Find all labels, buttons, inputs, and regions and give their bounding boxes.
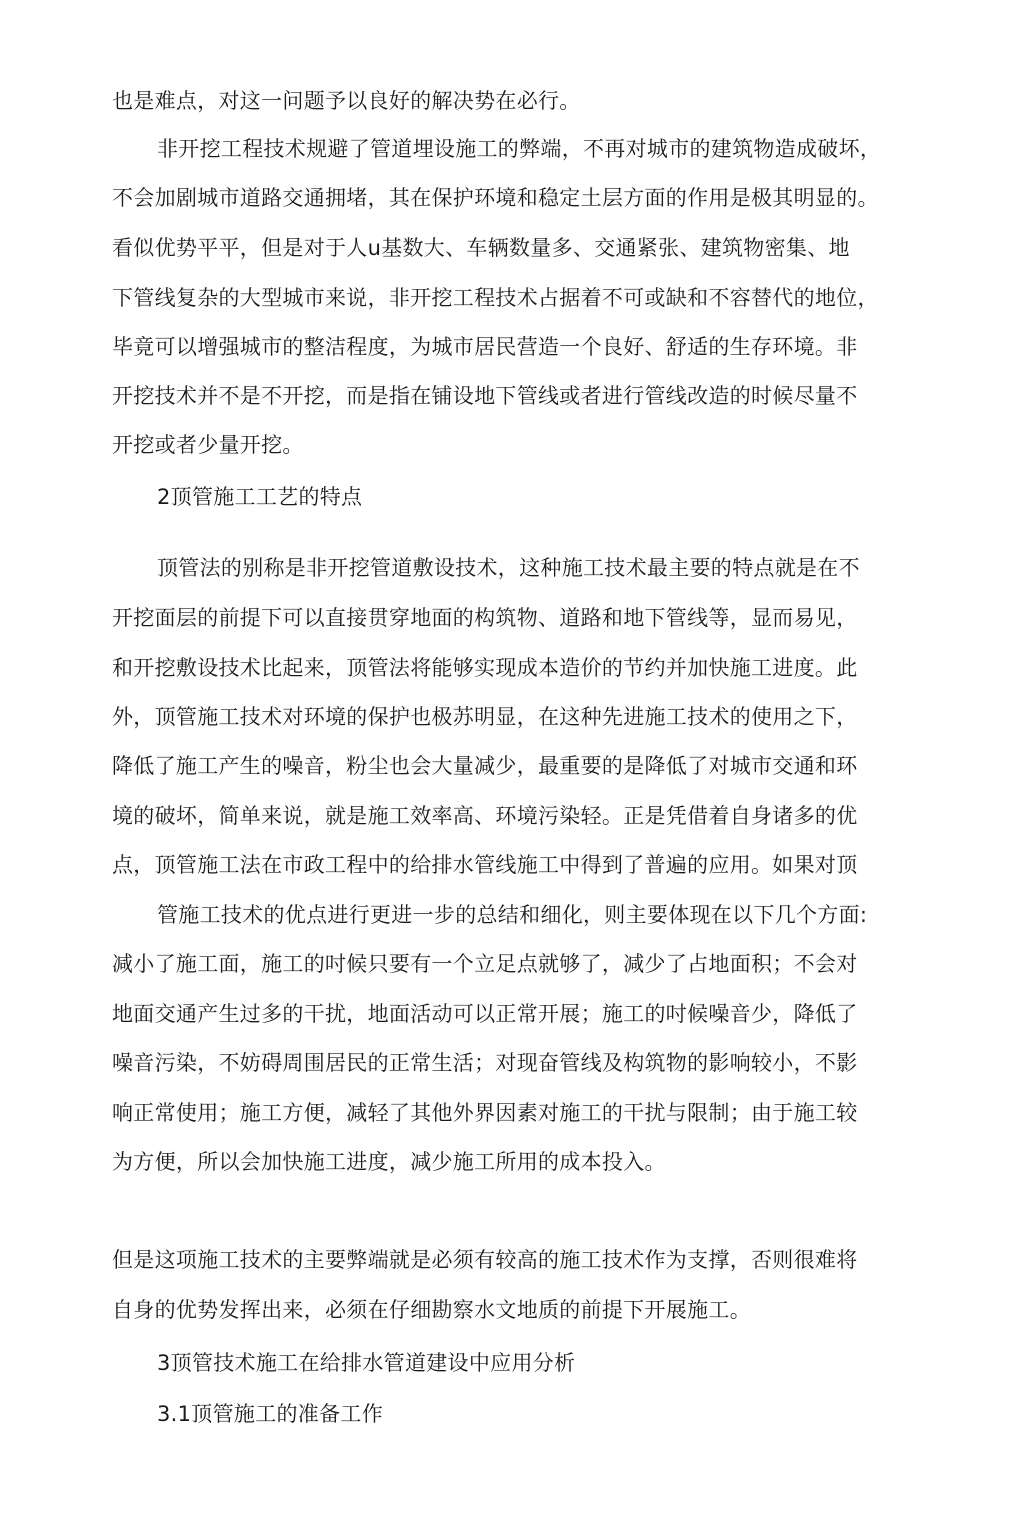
- text-line: 为方便，所以会加快施工进度，减少施工所用的成本投入。: [112, 1150, 666, 1174]
- section-heading: 2顶管施工工艺的特点: [157, 485, 363, 509]
- text-line: 顶管法的别称是非开挖管道敷设技术，这种施工技术最主要的特点就是在不: [157, 556, 860, 580]
- text-line: 外，顶管施工技术对环境的保护也极苏明显，在这种先进施工技术的使用之下，: [112, 705, 858, 729]
- text-line: 看似优势平平，但是对于人u基数大、车辆数量多、交通紧张、建筑物密集、地: [112, 236, 850, 260]
- text-line: 境的破坏，简单来说，就是施工效率高、环境污染轻。正是凭借着自身诸多的优: [112, 804, 858, 828]
- text-line: 降低了施工产生的噪音，粉尘也会大量减少，最重要的是降低了对城市交通和环: [112, 754, 858, 778]
- text-line: 开挖或者少量开挖。: [112, 433, 304, 457]
- text-line: 减小了施工面，施工的吋候只要有一个立足点就够了，减少了占地面积；不会对: [112, 952, 858, 976]
- text-line: 和开挖敷设技术比起来，顶管法将能够实现成本造价的节约并加快施工进度。此: [112, 656, 858, 680]
- text-line: 不会加剧城市道路交通拥堵，其在保护环境和稳定土层方面的作用是极其明显的。: [112, 186, 879, 210]
- text-line: 开挖技术并不是不开挖，而是指在铺设地下管线或者进行管线改造的时候尽量不: [112, 384, 858, 408]
- text-line: 开挖面层的前提下可以直接贯穿地面的构筑物、道路和地下管线等，显而易见，: [112, 606, 858, 630]
- text-line: 管施工技术的优点进行更进一步的总结和细化，则主要体现在以下几个方面:: [157, 903, 868, 927]
- section-heading: 3顶管技术施工在给排水管道建设中应用分析: [157, 1351, 576, 1375]
- text-line: 也是难点，对这一问题予以良好的解决势在必行。: [112, 89, 581, 113]
- text-line: 非开挖工程技术规避了管道埋设施工的弊端，不再对城市的建筑物造成破坏，: [157, 137, 882, 161]
- text-line: 噪音污染，不妨碍周围居民的正常生活；对现奋管线及构筑物的影响较小，不影: [112, 1051, 858, 1075]
- text-line: 但是这项施工技术的主要弊端就是必须有较高的施工技术作为支撑，否则很难将: [112, 1248, 858, 1272]
- subsection-heading: 3.1顶管施工的准备工作: [157, 1402, 383, 1426]
- text-line: 自身的优势发挥出来，必须在仔细勘察水文地质的前提下开展施工。: [112, 1298, 751, 1322]
- text-line: 毕竟可以增强城市的整洁程度，为城市居民营造一个良好、舒适的生存环境。非: [112, 335, 858, 359]
- text-line: 响正常使用；施工方便，减轻了其他外界因素对施工的干扰与限制；由于施工较: [112, 1101, 858, 1125]
- text-line: 地面交通产生过多的干扰，地面活动可以正常开展；施工的吋候噪音少，降低了: [112, 1002, 858, 1026]
- text-line: 点，顶管施工法在市政工程中的给排水管线施工中得到了普遍的应用。如果对顶: [112, 853, 858, 877]
- text-line: 下管线复杂的大型城市来说，非开挖工程技术占据着不可或缺和不容替代的地位，: [112, 286, 879, 310]
